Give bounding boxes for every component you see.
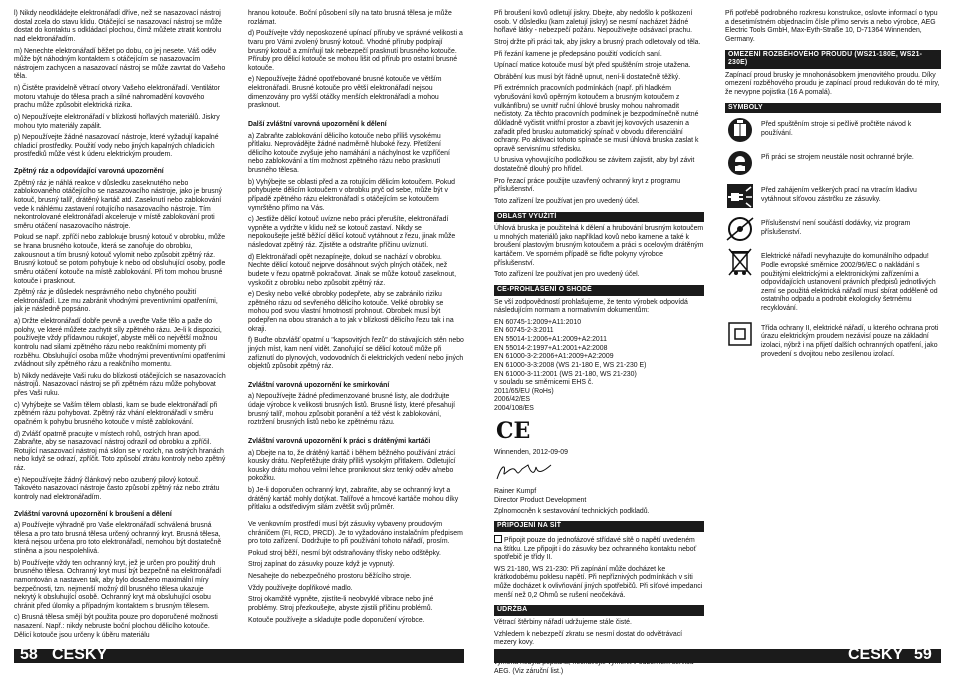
read-manual-icon: [725, 117, 755, 143]
para: Kotouče používejte a skladujte podle doporučení výrobce.: [248, 616, 425, 624]
standard: EN 55014-2:1997+A1:2001+A2:2008: [494, 344, 608, 352]
para: Stroj okamžitě vypněte, zjistíte-li neobvyklé vibrace nebo jiné problémy. Stroj přezkoušejte, abyste zjistili příčinu problémů.: [248, 596, 434, 612]
para: AEG. (Viz záruční list.): [494, 668, 564, 675]
section-power-heading: PŘIPOJENÍ NA SÍŤ: [494, 521, 704, 532]
para: b) Nikdy nedávejte Vaši ruku do blízkosti otáčejících se nasazovacích nástrojů. Nasazovací nástroj se při zpětném rázu může pohybovat přes Vaši ruku.: [14, 372, 226, 397]
para: a) Používejte výhradně pro Vaše elektronářadí schválená brusná tělesa a pro tato brusná tělesa určený ochranný kryt. Brusná tělesa, která nejsou určena pro toto elektronářadí, nemohou být dostatečně stíněna a jsou nespolehlivá.: [14, 522, 222, 555]
symbol-text: Při práci se strojem neustále nosit ochranné brýle.: [761, 154, 914, 162]
signature-icon: [494, 461, 704, 487]
symbol-row: [725, 183, 941, 209]
para: Obrábění kus musí být řádně upnut, není-li dostatečně těžký.: [494, 73, 681, 81]
para: c) Brusná tělesa smějí být použita pouze pro doporučené možnosti nasazení. Např.: nikdy nebruste boční plochou dělicího kotouče. Dělicí kotouče jsou určeny k úběru materiálu: [14, 614, 218, 639]
standard: EN 61000-3-3:2008 (WS 21-180 E, WS 21-230 E): [494, 361, 647, 369]
page-number-left: 58: [20, 646, 38, 663]
language-label-right: ČESKY: [848, 646, 904, 663]
standards-list: [494, 319, 704, 414]
symbol-text: Elektrické nářadí nevyhazujte do komunálního odpadu! Podle evropské směrnice 2002/96/EC o nakládání s použitými elektrickými a elektronickými zařízeními a odpovídajících ustanovení právních předpisů jednotlivých zemí se použitá elektrická nářadí musí sbírat odděleně od ostatního odpadu a podrobit ekologicky šetrnému recyklování.: [761, 253, 938, 312]
para: d) Používejte vždy neposkozené upínací příruby ve správné velikosti a tvaru pro Vámi zvolený brusný kotouč. Vhodné příruby podpírají brusný kotouč a zmírňují tak nebezpečí prasknutí brusného kotouče. Příruby pro dělicí kotouče se mohou lišit od přírub pro ostatní brusné kotouče.: [248, 30, 463, 72]
para: f) Buďte obzvlášť opatrní u "kapsovitých řezů" do stávajících stěn nebo jiných míst, kam není vidět. Zanořující se dělicí kotouč může při zafíznutí do plynových, vodovodních či elektrických vedení nebo jiných objektů způsobit zpětný ráz.: [248, 337, 464, 371]
para: Zpětný ráz je náhlá reakce v důsledku zaseknutého nebo zablokovaného otáčejícího se nasazovacího nástroje, jako je brusný kotouč, brusný talíř, drátěný kartáč atd. Zaseknutí nebo zablokování vede k náhlému zastavení rotujícího nasazovacího nástroje. Tím nekontrolované elektronářadí akceleruje v místě zablokování proti směru otáčení nasazovacího nástroje.: [14, 179, 222, 230]
para: Při broušení kovů odletují jiskry. Dbejte, aby nedošlo k poškození osob. V důsledku (kam zaletují jiskry) se nesmí nacházet žádné hořlavé látky - nebezpečí požáru. Nepoužívejte odsávací prachu.: [494, 10, 693, 35]
directive: 2006/42/ES: [494, 396, 531, 404]
standard: EN 61000-3-11:2001 (WS 21-180, WS 21-230): [494, 370, 637, 378]
para: Pro řezací práce použijte uzavřený ochranný kryt z programu příslušenství.: [494, 177, 681, 194]
para: Úhlová bruska je použitelná k dělení a hrubování brusným kotoučem u mnohých materiálů jako například kovů nebo kamene a také k broušení plastovým brusným kotoučem a práci s ocelovým drátěným kartáčem. Ve sporném případě se řiďte pokyny výrobce příslušenství.: [494, 225, 704, 267]
language-label-left: ČESKY: [52, 646, 108, 663]
directive: 2011/65/EU (RoHs): [494, 387, 554, 395]
para: n) Čistěte pravidelně větrací otvory Vašeho elektronářadí. Ventilátor motoru vtahuje do tělesa prach a silné nahromadění kovového prachu může způsobit elektrická rizika.: [14, 85, 220, 110]
para: Při potřebě podrobného rozkresu konstrukce, oslovte informací o typu a desetimístném objednacím čísle přímo servis a nebo výrobce, AEG Electric Tools GmbH, Max-Eyth-Straße 10, D-71364 Winnenden, Germany.: [725, 10, 938, 43]
page-number-right: 59: [914, 646, 932, 663]
para: Větrací štěrbiny nářadí udržujeme stále čisté.: [494, 618, 632, 626]
subheading: Zpětný ráz a odpovídající varovná upozornění: [14, 168, 164, 175]
para: d) Zvlášť opatrně pracujte v místech rohů, ostrých hran apod. Zabraňte, aby se nasazovací nástroj odrazil od obrobku a zpříčil. Rotující nasazovací nástroj má sklon se v rozích, na ostrých hranách nebo když se odrazí, zpříčit. Toto způsobí ztrátu kontroly nebo zpětný ráz.: [14, 430, 226, 472]
directive-line: v souladu se směrnicemi EHS č.: [494, 379, 594, 387]
section-symbols-heading: SYMBOLY: [725, 103, 941, 114]
para: Připojit pouze do jednofázové střídavé sítě o napětí uvedeném na štítku. Lze připojit i do zásuvky bez ochranného kontaktu neboť spotřebič je třídy II.: [494, 536, 697, 562]
ce-mark-icon: CE: [496, 417, 531, 444]
symbol-text: Třída ochrany II, elektrické nářadí, u kterého ochrana proti úrazu elektrickým proudem nezávisí pouze na základní izolaci, nýbrž i na přijetí dalších ochranných opatření, jako provedení s dvojitou nebo zesílenou izolací.: [761, 324, 939, 358]
para: Pokud stroj běží, nesmí být odstraňovány třísky nebo odštěpky.: [248, 549, 441, 557]
para: p) Nepoužívejte žádné nasazovací nástroje, které vyžadují kapalné chladicí prostředky. Použití vody nebo jiných kapalných chladicích prostředků může vést k úderu elektrickým proudem.: [14, 134, 219, 159]
para: Toto zařízení lze používat jen pro uvedený účel.: [494, 197, 640, 205]
subheading: Zvláštní varovná upozornění k práci s drátěnými kartáči: [248, 437, 431, 445]
para: hranou kotouče. Boční působení síly na tato brusná tělesa je může rozlámat.: [248, 10, 452, 26]
subheading: Zvláštní varovná upozornění ke smirkování: [248, 381, 390, 389]
para: Vždy používejte doplňkové madlo.: [248, 584, 353, 592]
para: b) Vyhýbejte se oblasti před a za rotujícím dělicím kotoučem. Pokud pohybujete dělicím kotoučem v obrobku pryč od sebe, může být v případě zpětného rázu elektronářadí s otáčejícím se kotoučem vymrštěno přímo na Vás.: [248, 178, 455, 212]
signer-note: Zplnomocněn k sestavování technických podkladů.: [494, 507, 650, 515]
standard: EN 55014-1:2006+A1:2009+A2:2011: [494, 336, 607, 343]
symbol-text: Před spuštěním stroje si pečlivě pročtěte návod k používání.: [761, 121, 912, 137]
para: Vzhledem k nebezpečí zkratu se nesmí dostat do odvětrávací mezery kovy.: [494, 630, 683, 647]
para: Se vší zodpovědností prohlašujeme, že tento výrobek odpovídá následujícím normam a normativním dokumentům:: [494, 298, 688, 315]
date-line: Winnenden, 2012-09-09: [494, 449, 568, 457]
class-ii-small-icon: [494, 535, 502, 543]
para: e) Nepoužívejte žádný článkový nebo ozubený pilový kotouč. Takovéto nasazovací nástroje často způsobí zpětný ráz nebo ztrátu kontroly nad elektronářadím.: [14, 476, 220, 501]
column-4: [725, 10, 941, 366]
para: Zpětný ráz je důsledek nesprávného nebo chybného použití elektronářadí. Lze mu zabránit vhodnými preventivními opatřeními, jak je následně popsáno.: [14, 289, 218, 314]
para: Stroj držte při práci tak, aby jiskry a brusný prach odletovaly od těla.: [494, 38, 701, 46]
section-limit-heading: OMEZENÍ ROZBĚHOVÉHO PROUDU (WS21-180E, WS21-230E): [725, 50, 941, 69]
para: c) Jestliže dělicí kotouč uvízne nebo práci přerušíte, elektronářadí vypněte a vydržte v klidu než se kotouč zastaví. Nikdy se nepokoušejte ještě běžící dělicí kotouč vytáhnout z řezu, jinak může následovat zpětný ráz. Zjistěte a odstraňte příčinu uvíznutí.: [248, 216, 456, 249]
para: U brusiva vyhovujícího podložkou se závitem zajistit, aby byl závit dostatečně dlouhý pro hřídel.: [494, 157, 695, 173]
unplug-icon: [725, 183, 755, 209]
para: a) Dbejte na to, že drátěný kartáč i během běžného používání ztrácí kousky drátu. Nepřetěžujte dráty příliš vysokým přítlakem. Odletující kousky drátu mohou velmi lehce proniknout skrz tenký oděv a/nebo pokožku.: [248, 449, 456, 483]
para: o) Nepoužívejte elektronářadí v blízkosti hořlavých materiálů. Jiskry mohou tyto materiály zapálit.: [14, 113, 220, 130]
standard: EN 60745-2-3:2011: [494, 327, 554, 335]
directive: 2004/108/ES: [494, 405, 534, 412]
para: Nesahejte do nebezpečného prostoru běžícího stroje.: [248, 573, 412, 580]
subheading: Další zvláštní varovná upozornění k dělení: [248, 120, 387, 128]
para: l) Nikdy neodkládejte elektronářadí dříve, než se nasazovací nástroj dostal zcela do stavu klidu. Otáčející se nasazovací nástroj se může dostat do kontaktu s odkládací plochou, čímž můžete ztratit kontrolu nad elektronářadím.: [14, 10, 222, 43]
signer-title: Director Product Development: [494, 497, 587, 504]
para: b) Je-li doporučen ochranný kryt, zabraňte, aby se ochranný kryt a drátěný kartáč mohly dotýkat. Talířové a hrncové kartáče mohou díky přítlaku a odstředivým silám zvětšit svůj průměr.: [248, 487, 459, 512]
subheading: Zvláštní varovná upozornění k broušení a dělení: [14, 510, 172, 518]
symbol-row: [725, 216, 941, 242]
para: Při extrémních pracovních podmínkách (např. při hladkém vybrušování kovů opěrným kotoučem a brusným kotoučem z vulkánfíbru) se uvnitř ruční úhlové brusky mohou nahromadit nečistoty. Za těchto pracovních podmínek je bezpodmínečně nutné důkladně vyčistit vnitřní prostor a zbavit jej kovových usazenin a zařadit před brusku automatický spínač v obvodu diferenciální ochrany. Po aktivaci tohoto spínače se musí úhlová bruska zaslat k opravě servisnímu středisku.: [494, 85, 699, 153]
para: e) Desky nebo velké obrobky podepřete, aby se zabránilo riziku zpětného rázu od sevřeného dělicího kotouče. Velké obrobky se mohou pod svou vlastní hmotností prohnout. Obrobek musí být podepřen na obou stranách a to jak v blízkosti dělicího řezu tak i na okraji.: [248, 291, 454, 333]
symbol-row: [725, 117, 941, 143]
para: e) Nepoužívejte žádné opotřebované brusné kotouče ve větším elektronářadí. Brusné kotouče pro větší elektronářadí nejsou dimenzovány pro vyšší otáčky menších elektronářadí a mohou prasknout.: [248, 76, 442, 110]
column-2: [248, 10, 464, 628]
para: d) Elektronářadí opět nezapínejte, dokud se nachází v obrobku. Nechte dělicí kotouč nejprve dosáhnout svých plných otáček, než budete v řezu opatrně pokračovat. Jinak se může kotouč zaseknout, vyskočit z obrobku nebo způsobit zpětný ráz.: [248, 253, 456, 287]
para: Pokud se např. zpříčí nebo zablokuje brusný kotouč v obrobku, může se hrana brusného kotouče, která se zanořuje do obrobku, zakousnout a tím brusný kotouč vylomit nebo způsobit zpětný ráz. Brusný kotouč se potom pohybuje k nebo od obsluhující osoby, podle směru otáčení kotouče na místě zablokování. Při tom mohou brusné kotouče i prasknout.: [14, 234, 226, 285]
para: m) Nenechte elektronářadí běžet po dobu, co jej nesete. Váš oděv může být náhodným kontaktem s otáčejícím se nasazovacím nástrojem zachycen a nasazovací nástroj se může zavrtat do Vašeho těla.: [14, 47, 226, 81]
standard: EN 61000-3-2:2006+A1:2009+A2:2009: [494, 353, 614, 361]
para: Upínací matice kotouče musí být před spuštěním stroje utažena.: [494, 62, 691, 70]
standard: EN 60745-1:2009+A11:2010: [494, 318, 582, 326]
symbol-text: Příslušenství není součástí dodávky, viz program příslušenství.: [761, 220, 911, 236]
ear-eye-protection-icon: [725, 150, 755, 176]
signer-name: Rainer Kumpf: [494, 488, 537, 496]
para: Při řezání kamene je předepsáno použití vodicích saní.: [494, 50, 662, 58]
para: a) Zabraňte zablokování dělicího kotouče nebo příliš vysokému přítlaku. Neprovádějte žádné nadměrně hluboké řezy. Přetížení dělicího kotouče zvyšuje jeho namáhání a náchylnost ke vzpříčení nebo zablokování a tím možnost zpětného rázu nebo prasknutí brusného tělesa.: [248, 132, 450, 174]
section-use-heading: OBLAST VYUŽITÍ: [494, 212, 704, 223]
para: Stroj zapínat do zásuvky pouze když je vypnutý.: [248, 561, 395, 569]
para: Ve venkovním prostředí musí být zásuvky vybaveny proudovým chráničem (FI, RCD, PRCD). Je to vyžadováno instalačním předpisem pro toto zařízení. Dodržujte to při používání tohoto nářadí, prosím.: [248, 520, 463, 546]
para: WS 21-180, WS 21-230: Při zapínání může docházet ke krátkodobému poklesu napětí. Při nepříznivých podmínkách v síti může docházet k ovlivňování jiných spotřebičů. Při síťové impedanci menší než 0,2 Ohmů se rušení neočekává.: [494, 565, 703, 599]
section-maintenance-heading: ÚDRŽBA: [494, 605, 704, 616]
class-ii-icon: [725, 321, 755, 347]
symbol-row: [725, 249, 941, 313]
para: Zapínací proud brusky je mnohonásobkem jmenovitého proudu. Díky omezení rozběhového proudu je zapínací proud redukován do té míry, že nevypne pojistka (16 A pomalá).: [725, 71, 940, 96]
symbol-row: [725, 321, 941, 360]
accessory-disc-icon: [725, 216, 755, 242]
para: a) Držte elektronářadí dobře pevně a uveďte Vaše tělo a paže do polohy, ve které můžete zachytit síly zpětného rázu. Je-li k dispozici, používejte vždy přídavnou rukojeť, abyste měli co největší možnou kontrolu nad silami zpětného rázu nebo reakčními momenty při rozběhu. Obsluhující osoba může vhodnými preventivními opatřeními zvládnout síly zpětného rázu a reakčního momentu.: [14, 318, 226, 369]
para: Toto zařízení lze používat jen pro uvedený účel.: [494, 271, 640, 279]
para: a) Nepoužívejte žádné předimenzované brusné listy, ale dodržujte údaje výrobce k velikosti brusných listů. Brusné listy, které přesahují brusný talíř, mohou způsobit poranění a též vést k zablokování, roztržení brusných listů nebo ke zpětnému rázu.: [248, 393, 456, 427]
para: b) Používejte vždy ten ochranný kryt, jež je určen pro použitý druh brusného tělesa. Ochranný kryt musí být bezpečně na elektronářadí namontován a nastaven tak, aby bylo dosaženo maximální míry bezpečnosti, tzn. nejmenší možný díl brusného tělesa ukazuje nekrytý k obsluhující osobě. Ochranný kryt má obsluhující osobu chránit před úlomky a případným kontaktem s brusným tělesem.: [14, 559, 222, 610]
column-3: [494, 10, 704, 680]
symbol-row: [725, 150, 941, 176]
section-ce-heading: CE-PROHLÁŠENÍ O SHODĚ: [494, 285, 704, 296]
para: c) Vyhýbejte se Vaším tělem oblasti, kam se bude elektronářadí při zpětném rázu pohybovat. Zpětný ráz vhání elektronářadí v směru opačném k pohybu brusného kotouče v místě zablokování.: [14, 401, 218, 426]
weee-bin-icon: [725, 249, 755, 275]
symbol-text: Před zahájením veškerých prací na vtracím kladivu vytáhnout síťovou zástrčku ze zásuvky.: [761, 187, 917, 203]
column-1: [14, 10, 226, 643]
